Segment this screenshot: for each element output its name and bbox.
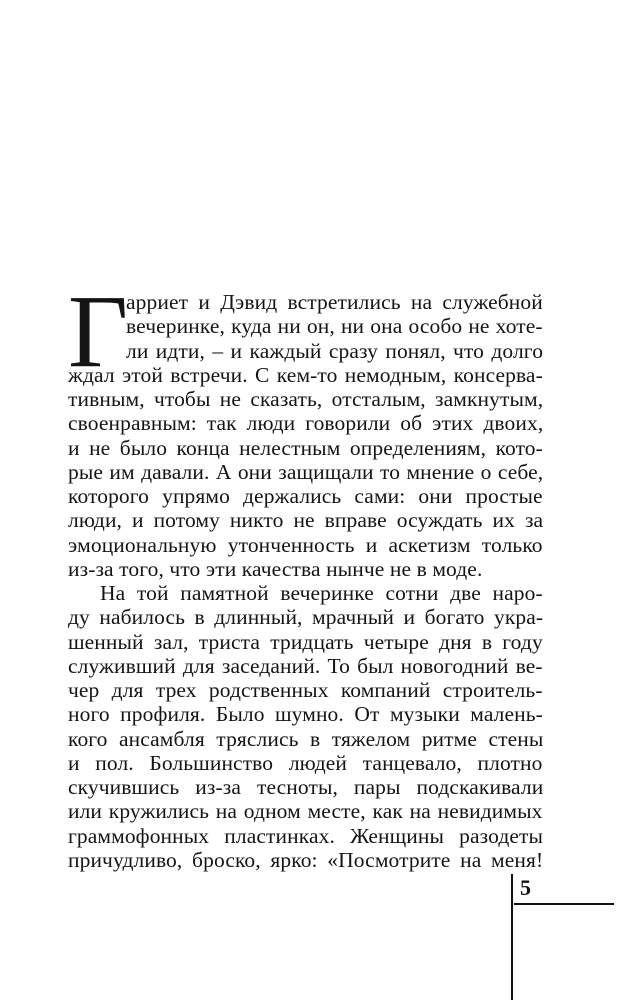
text-line: скучившись из-за тесноты, пары подскакивали — [68, 775, 544, 799]
text-line: кого ансамбля тряслись в тяжелом ритме стены — [68, 726, 544, 751]
drop-cap: Г — [68, 274, 129, 389]
text-line: или кружились на одном месте, как на невидимых — [68, 799, 543, 824]
text-line: и не было конца нелестным определениям, кото- — [68, 435, 543, 460]
text-line: рые им давали. А они защищали то мнение о себе, — [68, 459, 544, 484]
text-line: тивным, чтобы не сказать, отсталым, замкнутым, — [68, 387, 544, 411]
text-line: и пол. Большинство людей танцевало, плотно — [68, 750, 543, 775]
text-line: чер для трех родственных компаний строитель- — [68, 678, 543, 702]
text-line: ду набилось в длинный, мрачный и богато укра- — [68, 605, 544, 630]
text-line: ного профиля. Было шумно. От музыки малень- — [68, 702, 543, 727]
text-line: люди, и потому никто не вправе осуждать их за — [68, 508, 544, 533]
text-line: своенравным: так люди говорили об этих двоих, — [68, 411, 544, 436]
text-line: ждал этой встречи. С кем-то немодным, консерва- — [68, 362, 543, 387]
folio-horizontal-rule — [514, 903, 614, 905]
text-line: которого упрямо держались сами: они простые — [68, 484, 543, 508]
text-line: шенный зал, триста тридцать четыре дня в году — [68, 629, 543, 654]
text-line: На той памятной вечеринке сотни две наро- — [100, 581, 543, 605]
text-line: из-за того, что эти качества нынче не в моде. — [68, 556, 483, 581]
text-line: эмоциональную утонченность и аскетизм только — [68, 532, 543, 557]
text-line: ли идти, – и каждый сразу понял, что долго — [126, 338, 544, 363]
text-line: служивший для заседаний. То был новогодний ве- — [68, 653, 543, 678]
text-line: граммофонных пластинках. Женщины разодеты — [68, 823, 544, 848]
text-line: вечеринке, куда ни он, ни она особо не хоте- — [126, 314, 543, 339]
page-number: 5 — [520, 875, 531, 900]
text-line: причудливо, броско, ярко: «Посмотрите на меня! — [68, 847, 544, 872]
folio-vertical-rule — [511, 874, 513, 1000]
text-line: арриет и Дэвид встретились на служебной — [126, 290, 543, 314]
